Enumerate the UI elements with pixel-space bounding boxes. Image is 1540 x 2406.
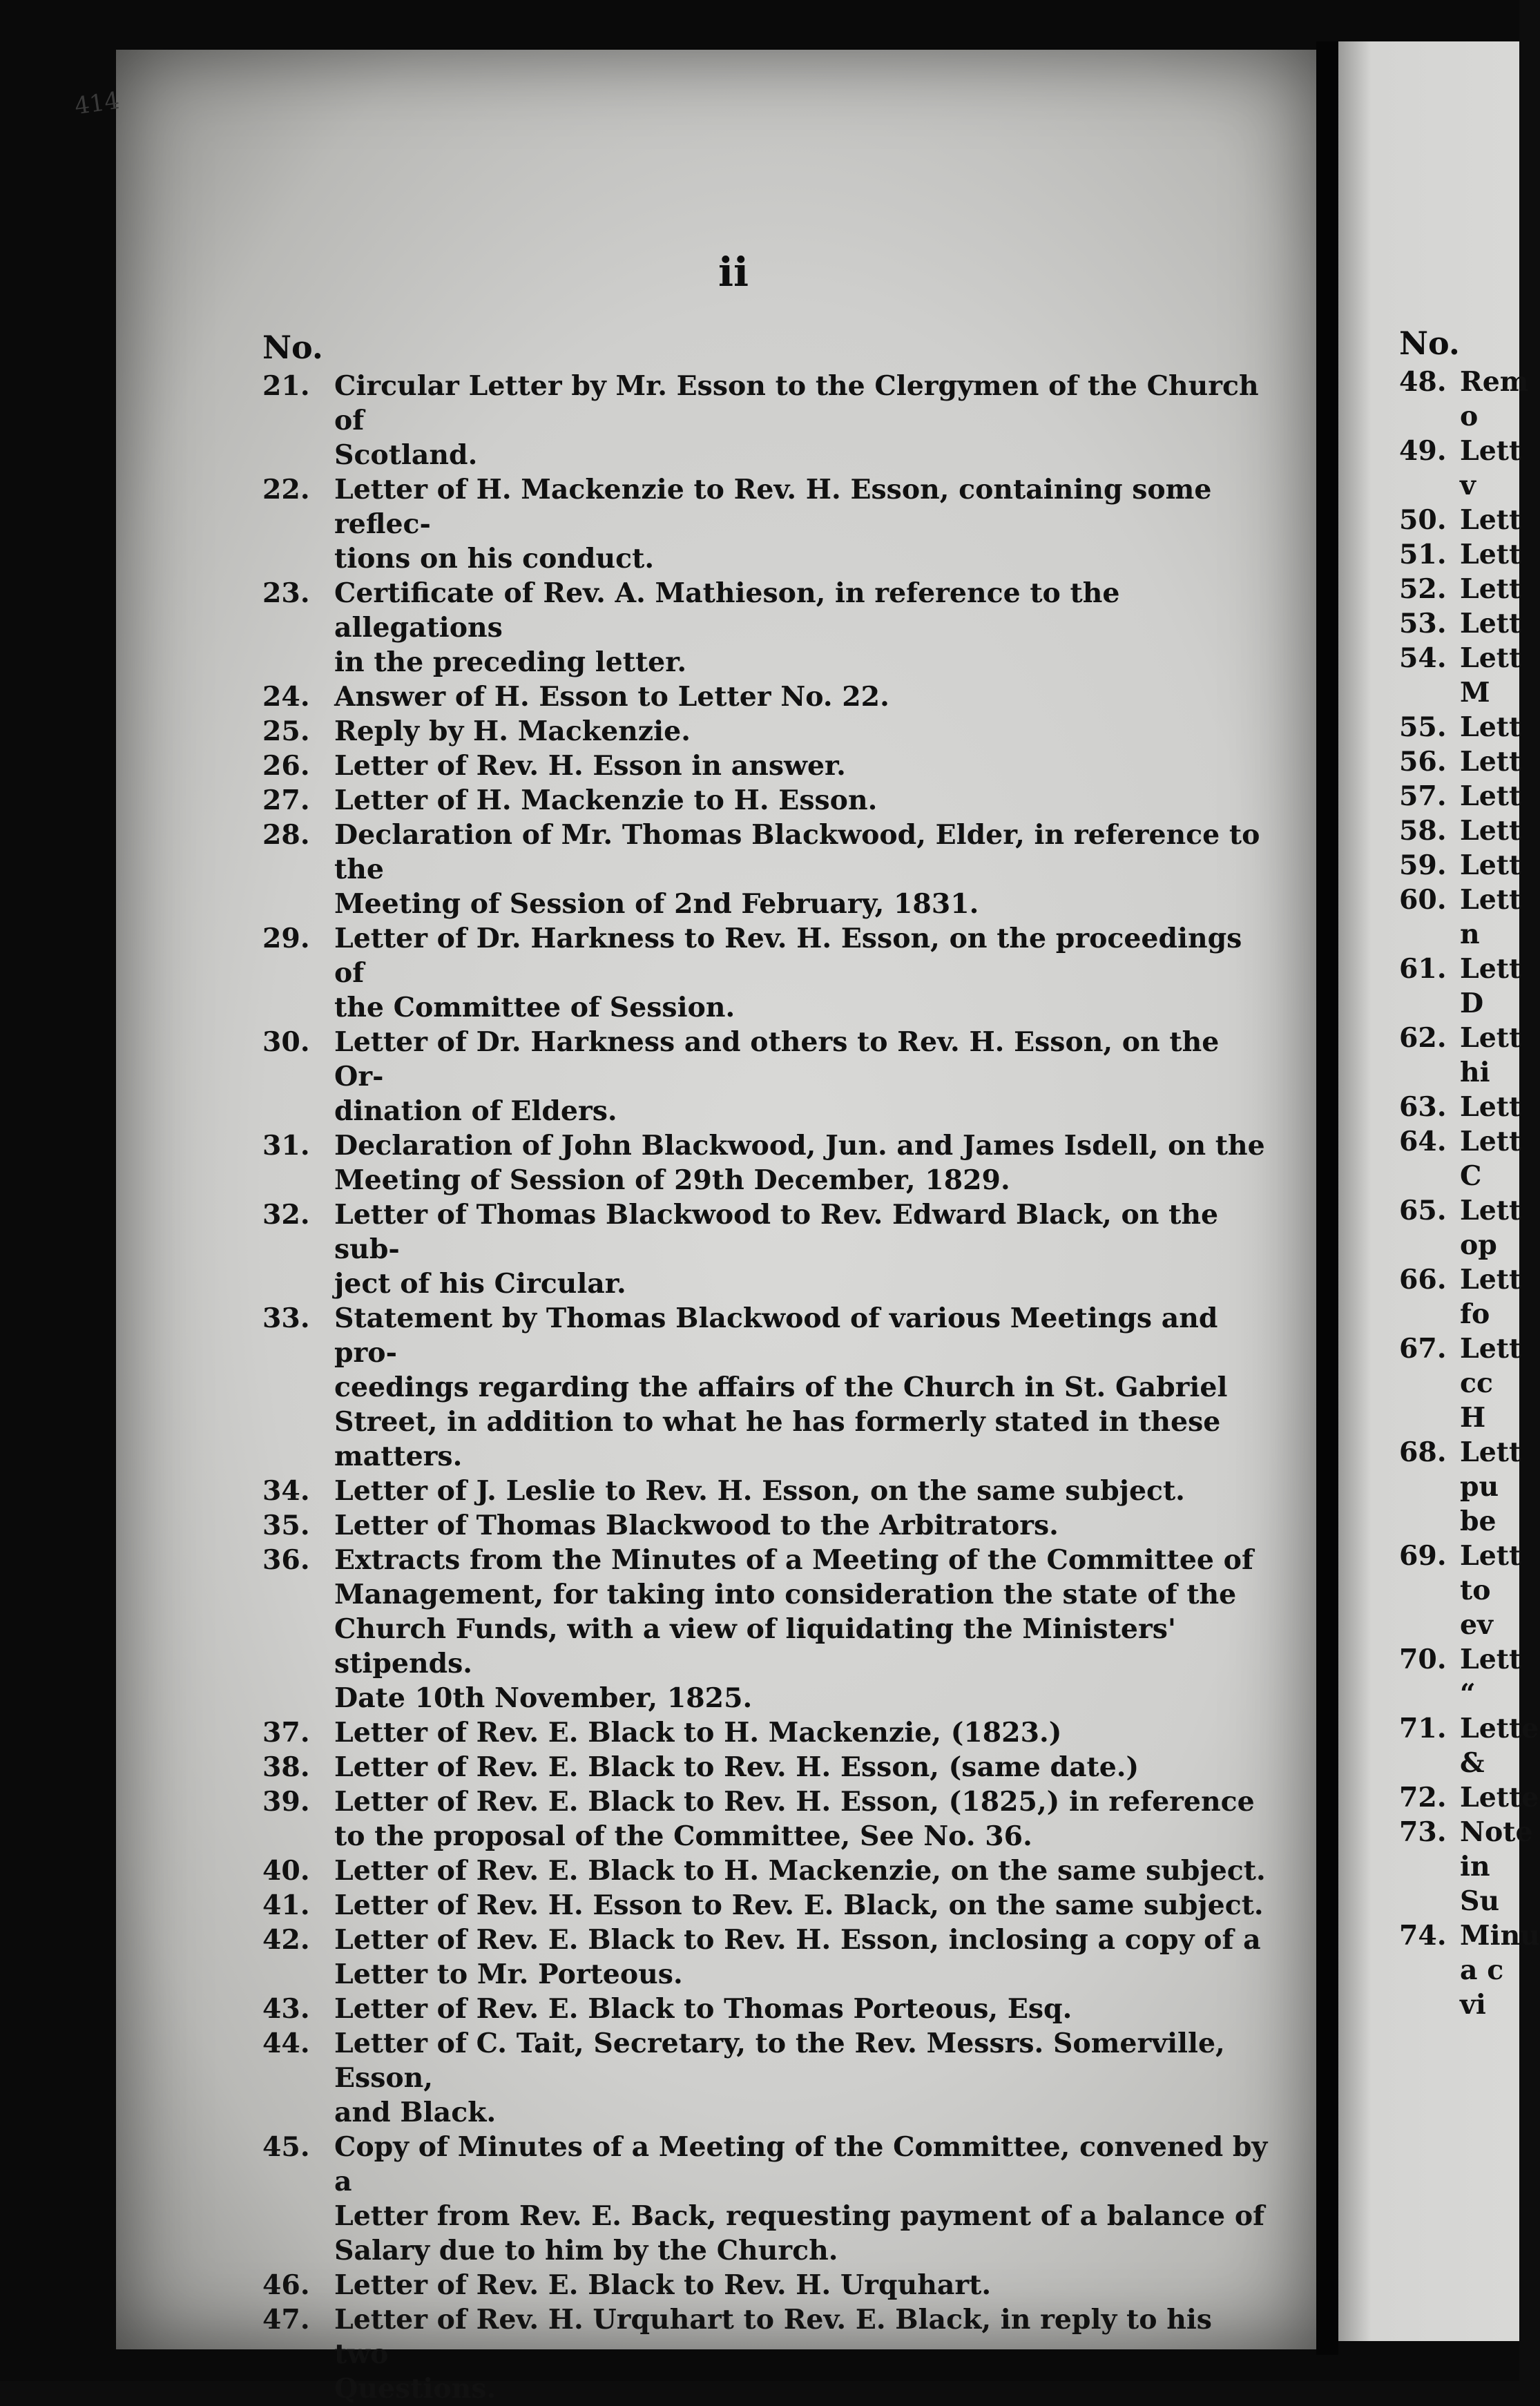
entry-text: Letter of Rev. H. Esson in answer. xyxy=(334,750,846,782)
entry-number: 23. xyxy=(262,577,310,609)
right-column-header: No. xyxy=(1399,325,1460,362)
entry-text: Letter of Rev. E. Black to Rev. H. Esson, (1825,) in reference to the proposal of the Committee, See No. 36. xyxy=(334,1786,1255,1852)
list-entry xyxy=(1399,434,1537,503)
entry-text: Letter of Dr. Harkness and others to Rev. H. Esson, on the Or- dination of Elders. xyxy=(334,1026,1220,1127)
left-entry-list xyxy=(262,369,1271,2406)
entry-text: Letter of H. Mackenzie to Rev. H. Esson, containing some reflec- tions on his conduct. xyxy=(334,474,1212,575)
entry-number: 34. xyxy=(262,1475,310,1507)
entry-number: 53. xyxy=(1399,608,1447,639)
entry-number: 56. xyxy=(1399,746,1447,778)
list-entry xyxy=(1399,1539,1537,1642)
entry-number: 67. xyxy=(1399,1333,1447,1365)
entry-text: Lett cc H xyxy=(1460,1333,1522,1434)
entry-number: 31. xyxy=(262,1130,310,1162)
entry-text: Reply by H. Mackenzie. xyxy=(334,715,691,747)
list-entry xyxy=(262,1025,1271,1128)
entry-text: Note in Su xyxy=(1460,1816,1533,1917)
entry-number: 43. xyxy=(262,1993,310,2025)
entry-number: 49. xyxy=(1399,435,1447,467)
list-entry xyxy=(262,1508,1271,1543)
entry-number: 45. xyxy=(262,2131,310,2163)
entry-text: Lette & xyxy=(1460,1713,1539,1779)
entry-number: 29. xyxy=(262,923,310,954)
entry-text: Lett xyxy=(1460,711,1522,743)
entry-text: Lett xyxy=(1460,780,1522,812)
list-entry xyxy=(1399,1435,1537,1539)
list-entry xyxy=(262,1923,1271,1992)
entry-text: Circular Letter by Mr. Esson to the Clergymen of the Church of Scotland. xyxy=(334,370,1259,471)
list-entry xyxy=(1399,1642,1537,1711)
entry-text: Letter of C. Tait, Secretary, to the Rev. Messrs. Somerville, Esson, and Black. xyxy=(334,2028,1225,2128)
list-entry xyxy=(262,680,1271,714)
entry-number: 74. xyxy=(1399,1920,1447,1952)
entry-number: 64. xyxy=(1399,1126,1447,1157)
entry-number: 46. xyxy=(262,2269,310,2301)
entry-number: 71. xyxy=(1399,1713,1447,1744)
list-entry xyxy=(262,2302,1271,2406)
entry-number: 26. xyxy=(262,750,310,782)
list-entry xyxy=(262,1888,1271,1923)
list-entry xyxy=(1399,1711,1537,1780)
entry-text: Lett C xyxy=(1460,1126,1522,1192)
entry-number: 69. xyxy=(1399,1540,1447,1572)
list-entry xyxy=(1399,848,1537,883)
entry-number: 52. xyxy=(1399,573,1447,605)
entry-number: 48. xyxy=(1399,366,1447,398)
entry-number: 63. xyxy=(1399,1091,1447,1123)
entry-text: Lett to ev xyxy=(1460,1540,1522,1641)
entry-text: Lett xyxy=(1460,815,1522,847)
list-entry xyxy=(262,1750,1271,1784)
entry-number: 32. xyxy=(262,1199,310,1231)
entry-text: Lett xyxy=(1460,1091,1522,1123)
list-entry xyxy=(1399,1124,1537,1193)
entry-number: 38. xyxy=(262,1751,310,1783)
entry-number: 39. xyxy=(262,1786,310,1818)
right-entry-list xyxy=(1399,365,1540,2022)
entry-number: 41. xyxy=(262,1889,310,1921)
list-entry xyxy=(1399,952,1537,1021)
page-number: ii xyxy=(718,249,749,296)
entry-number: 59. xyxy=(1399,849,1447,881)
list-entry xyxy=(262,1474,1271,1508)
entry-number: 54. xyxy=(1399,642,1447,674)
list-entry xyxy=(1399,572,1537,606)
entry-text: Letter of Thomas Blackwood to Rev. Edward Black, on the sub- ject of his Circular. xyxy=(334,1199,1219,1300)
list-entry xyxy=(1399,883,1537,952)
entry-number: 73. xyxy=(1399,1816,1447,1848)
entry-number: 70. xyxy=(1399,1644,1447,1675)
entry-text: Letter of Rev. H. Esson to Rev. E. Black, on the same subject. xyxy=(334,1889,1264,1921)
list-entry xyxy=(1399,1193,1537,1262)
entry-text: Lett pu be xyxy=(1460,1436,1522,1537)
entry-number: 72. xyxy=(1399,1782,1447,1813)
entry-text: Lett xyxy=(1460,849,1522,881)
book-gutter xyxy=(1316,41,1338,2355)
entry-number: 30. xyxy=(262,1026,310,1058)
list-entry xyxy=(262,1992,1271,2026)
list-entry xyxy=(1399,641,1537,710)
entry-text: Letter of Rev. E. Black to Rev. H. Urquhart. xyxy=(334,2269,992,2301)
entry-text: Letter of Rev. E. Black to H. Mackenzie, on the same subject. xyxy=(334,1855,1266,1887)
list-entry xyxy=(1399,710,1537,744)
entry-number: 27. xyxy=(262,785,310,816)
list-entry xyxy=(262,1784,1271,1854)
entry-number: 68. xyxy=(1399,1436,1447,1468)
entry-number: 47. xyxy=(262,2304,310,2336)
list-entry xyxy=(1399,1331,1537,1435)
entry-text: Extracts from the Minutes of a Meeting of the Committee of Management, for taking into consideration the state of the Church Funds, with a view of liquidating the Ministers' stipends. Date 10th November, 1825. xyxy=(334,1544,1253,1714)
entry-text: Certificate of Rev. A. Mathieson, in reference to the allegations in the preceding letter. xyxy=(334,577,1120,678)
list-entry xyxy=(1399,1021,1537,1090)
entry-text: Letter of Dr. Harkness to Rev. H. Esson, on the proceedings of the Committee of Session. xyxy=(334,923,1242,1023)
entry-text: Letter of H. Mackenzie to H. Esson. xyxy=(334,785,878,816)
entry-number: 25. xyxy=(262,715,310,747)
list-entry xyxy=(262,2026,1271,2130)
entry-number: 35. xyxy=(262,1510,310,1541)
list-entry xyxy=(1399,606,1537,641)
entry-number: 24. xyxy=(262,681,310,713)
entry-text: Lett xyxy=(1460,608,1522,639)
entry-text: Lett “ xyxy=(1460,1644,1522,1710)
entry-text: Answer of H. Esson to Letter No. 22. xyxy=(334,681,889,713)
margin-annotation: 414 xyxy=(73,86,122,121)
entry-number: 65. xyxy=(1399,1195,1447,1226)
entry-text: Letter of Rev. E. Black to Rev. H. Esson, (same date.) xyxy=(334,1751,1139,1783)
left-column-header: No. xyxy=(262,329,323,366)
list-entry xyxy=(262,2130,1271,2268)
list-entry xyxy=(1399,537,1537,572)
list-entry xyxy=(262,369,1271,472)
list-entry xyxy=(262,1715,1271,1750)
entry-text: Lett hi xyxy=(1460,1022,1522,1088)
entry-number: 57. xyxy=(1399,780,1447,812)
entry-number: 22. xyxy=(262,474,310,506)
entry-text: Letter of Rev. E. Black to Rev. H. Esson, inclosing a copy of a Letter to Mr. Porteous. xyxy=(334,1924,1261,1990)
entry-text: Letter of Rev. E. Black to Thomas Porteous, Esq. xyxy=(334,1993,1072,2025)
entry-text: Declaration of John Blackwood, Jun. and James Isdell, on the Meeting of Session of 29th December, 1829. xyxy=(334,1130,1265,1196)
entry-text: Lett op xyxy=(1460,1195,1522,1261)
list-entry xyxy=(1399,814,1537,848)
entry-text: Letter of Rev. E. Black to H. Mackenzie, (1823.) xyxy=(334,1717,1062,1749)
entry-text: Lett xyxy=(1460,573,1522,605)
entry-text: Letter of J. Leslie to Rev. H. Esson, on the same subject. xyxy=(334,1475,1185,1507)
entry-number: 60. xyxy=(1399,884,1447,916)
list-entry xyxy=(1399,779,1537,814)
entry-number: 66. xyxy=(1399,1264,1447,1296)
list-entry xyxy=(262,1197,1271,1301)
list-entry xyxy=(262,1854,1271,1888)
entry-text: Lette xyxy=(1460,1782,1539,1813)
entry-text: Copy of Minutes of a Meeting of the Committee, convened by a Letter from Rev. E. Back, requesting payment of a balance of Salary due to him by the Church. xyxy=(334,2131,1268,2267)
entry-text: Lett fo xyxy=(1460,1264,1522,1330)
list-entry xyxy=(262,714,1271,749)
entry-text: Statement by Thomas Blackwood of various Meetings and pro- ceedings regarding the affairs of the Church in St. Gabriel Street, in addition to what he has formerly stated in these matters. xyxy=(334,1302,1228,1472)
list-entry xyxy=(262,783,1271,818)
list-entry xyxy=(1399,1918,1540,2022)
list-entry xyxy=(262,818,1271,921)
list-entry xyxy=(1399,1815,1537,1918)
entry-number: 55. xyxy=(1399,711,1447,743)
entry-number: 58. xyxy=(1399,815,1447,847)
entry-text: Lett xyxy=(1460,746,1522,778)
entry-text: Rem o xyxy=(1460,366,1529,432)
list-entry xyxy=(1399,1262,1537,1331)
entry-number: 40. xyxy=(262,1855,310,1887)
entry-text: Lett M xyxy=(1460,642,1522,709)
entry-number: 62. xyxy=(1399,1022,1447,1054)
entry-number: 36. xyxy=(262,1544,310,1576)
entry-text: Declaration of Mr. Thomas Blackwood, Elder, in reference to the Meeting of Session of 2nd February, 1831. xyxy=(334,819,1260,920)
entry-number: 50. xyxy=(1399,504,1447,536)
entry-number: 21. xyxy=(262,370,310,402)
entry-text: Lett n xyxy=(1460,884,1522,950)
entry-number: 61. xyxy=(1399,953,1447,985)
entry-number: 37. xyxy=(262,1717,310,1749)
list-entry xyxy=(1399,365,1537,434)
entry-number: 51. xyxy=(1399,539,1447,570)
list-entry xyxy=(262,1301,1271,1474)
list-entry xyxy=(262,1543,1271,1715)
entry-text: Lett v xyxy=(1460,435,1522,501)
list-entry xyxy=(262,576,1271,680)
entry-text: Lett xyxy=(1460,504,1522,536)
entry-text: Minu a c vi xyxy=(1460,1920,1540,2021)
entry-text: Letter of Rev. H. Urquhart to Rev. E. Black, in reply to his two Questions. xyxy=(334,2304,1212,2405)
list-entry xyxy=(262,472,1271,576)
entry-number: 33. xyxy=(262,1302,310,1334)
list-entry xyxy=(1399,744,1537,779)
list-entry xyxy=(262,2268,1271,2302)
list-entry xyxy=(262,1128,1271,1197)
entry-text: Lett D xyxy=(1460,953,1522,1019)
entry-number: 44. xyxy=(262,2028,310,2059)
entry-text: Letter of Thomas Blackwood to the Arbitrators. xyxy=(334,1510,1059,1541)
list-entry xyxy=(262,749,1271,783)
entry-number: 28. xyxy=(262,819,310,851)
list-entry xyxy=(262,921,1271,1025)
list-entry xyxy=(1399,1780,1537,1815)
list-entry xyxy=(1399,503,1537,537)
list-entry xyxy=(1399,1090,1537,1124)
entry-text: Lett xyxy=(1460,539,1522,570)
entry-number: 42. xyxy=(262,1924,310,1956)
